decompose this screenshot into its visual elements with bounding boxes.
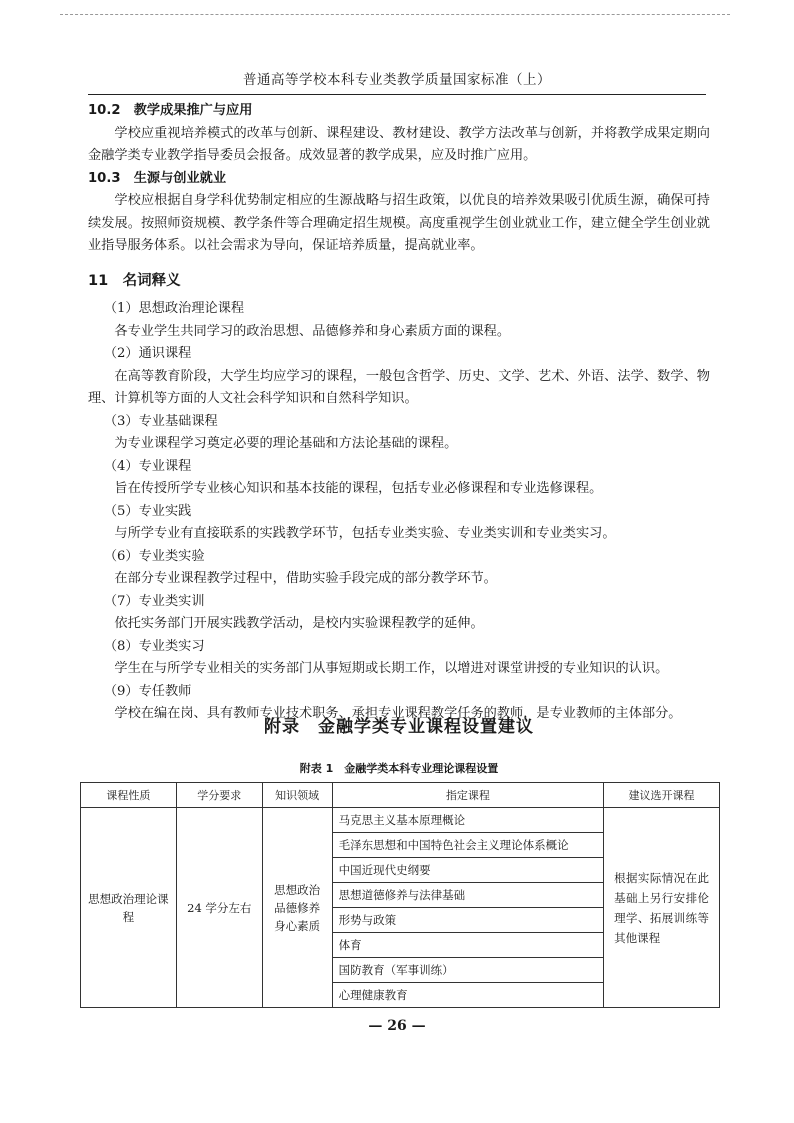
header-course-nature: 课程性质 [81, 783, 177, 808]
term-definition: 学生在与所学专业相关的实务部门从事短期或长期工作，以增进对课堂讲授的专业知识的认识。 [114, 661, 669, 676]
term-definition: 在部分专业课程教学过程中，借助实验手段完成的部分教学环节。 [114, 571, 497, 586]
term-name: （7）专业类实训 [103, 593, 205, 609]
header-credit-requirement: 学分要求 [176, 783, 262, 808]
top-scan-rule [60, 14, 730, 15]
cell-designated-course: 体育 [332, 933, 604, 958]
term-definition: 与所学专业有直接联系的实践教学环节，包括专业类实验、专业类实训和专业类实习。 [114, 526, 616, 541]
course-table [80, 782, 720, 1008]
cell-designated-course: 毛泽东思想和中国特色社会主义理论体系概论 [332, 833, 604, 858]
table-caption: 附表 1 金融学类本科专业理论课程设置 [299, 762, 499, 775]
cell-designated-course: 心理健康教育 [332, 983, 604, 1008]
cell-designated-course: 形势与政策 [332, 908, 604, 933]
table-row [81, 808, 720, 833]
section-title-10-3: 10.3 生源与创业就业 [88, 170, 227, 186]
term-name: （1）思想政治理论课程 [103, 301, 245, 316]
cell-designated-course: 思想道德修养与法律基础 [332, 883, 604, 908]
cell-designated-course: 马克思主义基本原理概论 [332, 808, 604, 833]
term-definition: 在高等教育阶段，大学生均应学习的课程，一般包含哲学、历史、文学、艺术、外语、法学、数学、物理、计算机等方面的人文社会科学知识和自然科学知识。 [88, 368, 710, 406]
term-definition: 旨在传授所学专业核心知识和基本技能的课程，包括专业必修课程和专业选修课程。 [114, 481, 603, 496]
cell-course-nature: 思想政治理论课程 [81, 808, 177, 1008]
term-name: （4）专业课程 [103, 458, 192, 474]
section-title-10-2: 10.2 教学成果推广与应用 [88, 103, 253, 118]
term-name: （3）专业基础课程 [103, 413, 218, 429]
term-definition: 依托实务部门开展实践教学活动，是校内实验课程教学的延伸。 [114, 616, 484, 631]
cell-designated-course: 国防教育（军事训练） [332, 958, 604, 983]
term-definition: 为专业课程学习奠定必要的理论基础和方法论基础的课程。 [114, 436, 458, 451]
section-paragraph-10-3: 学校应根据自身学科优势制定相应的生源战略与招生政策，以优良的培养效果吸引优质生源，确保可持续发展。按照师资规模、教学条件等合理确定招生规模。高度重视学生创业就业工作，建立健全学生创业就业指导服务体系。以社会需求为导向，保证培养质量，提高就业率。 [88, 193, 710, 253]
term-name: （9）专任教师 [103, 683, 192, 699]
running-header: 普通高等学校本科专业类教学质量国家标准（上） [88, 68, 706, 95]
chapter-title-glossary: 11 名词释义 [88, 272, 181, 289]
term-name: （8）专业类实习 [103, 638, 205, 654]
term-definition: 学校在编在岗、具有教师专业技术职务、承担专业课程教学任务的教师，是专业教师的主体部分。 [114, 706, 682, 721]
header-suggested-courses: 建议选开课程 [604, 783, 720, 808]
appendix-title: 附录 金融学类专业课程设置建议 [264, 717, 534, 737]
body-text [88, 100, 710, 726]
term-name: （5）专业实践 [103, 503, 192, 519]
cell-knowledge-domain: 思想政治品德修养身心素质 [262, 808, 332, 1008]
term-definition: 各专业学生共同学习的政治思想、品德修养和身心素质方面的课程。 [114, 323, 511, 339]
cell-credit-requirement: 24 学分左右 [176, 808, 262, 1008]
table-header-row [81, 783, 720, 808]
cell-designated-course: 中国近现代史纲要 [332, 858, 604, 883]
header-designated-courses: 指定课程 [332, 783, 604, 808]
section-paragraph-10-2: 学校应重视培养模式的改革与创新、课程建设、教材建设、教学方法改革与创新，并将教学成果定期向金融学类专业教学指导委员会报备。成效显著的教学成果，应及时推广应用。 [88, 125, 710, 163]
page-number: — 26 — [368, 1018, 426, 1034]
cell-suggested-courses: 根据实际情况在此基础上另行安排伦理学、拓展训练等其他课程 [604, 808, 720, 1008]
term-name: （6）专业类实验 [103, 548, 205, 564]
header-knowledge-domain: 知识领域 [262, 783, 332, 808]
term-name: （2）通识课程 [103, 346, 192, 361]
